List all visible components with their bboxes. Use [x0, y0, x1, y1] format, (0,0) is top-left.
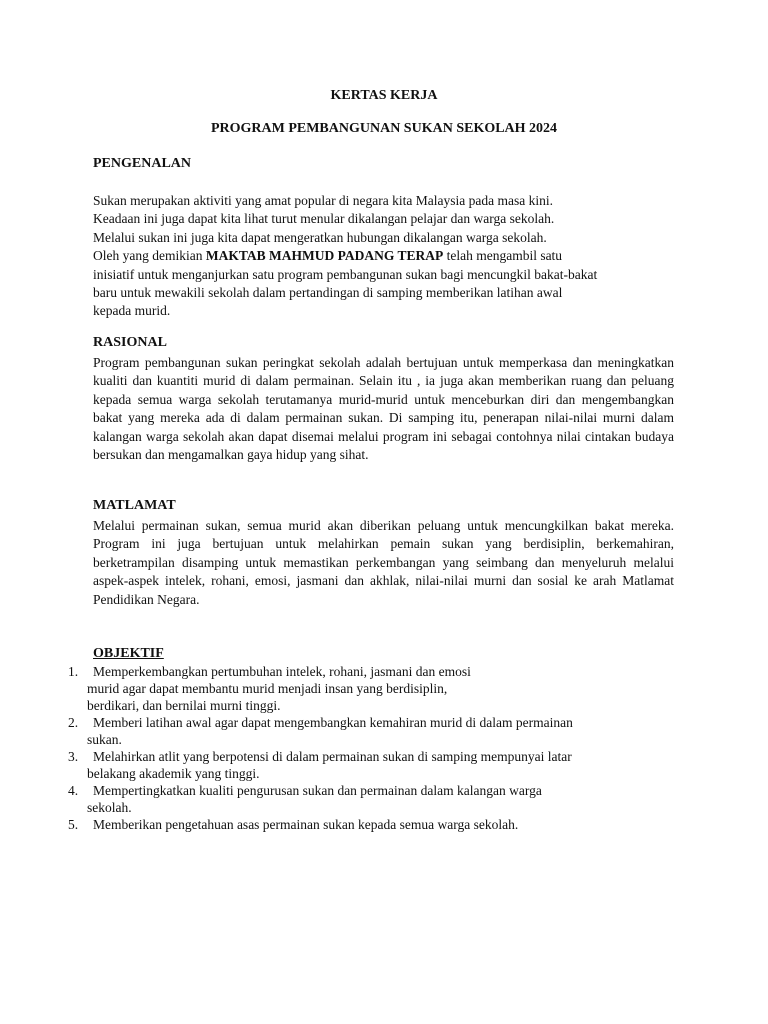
paragraph-line: baru untuk mewakili sekolah dalam pertandingan di samping memberikan latihan awal	[93, 285, 563, 301]
list-item	[68, 782, 678, 816]
section-heading-rasional: RASIONAL	[93, 335, 167, 350]
section-body-pengenalan	[93, 192, 674, 321]
objective-list	[68, 663, 678, 833]
list-item	[68, 663, 678, 714]
section-body-rasional: Program pembangunan sukan peringkat sekolah adalah bertujuan untuk memperkasa dan meningkatkan kualiti dan kuantiti murid di dalam permainan. Selain itu , ia juga akan memberikan ruang dan peluang kepada semua warga sekolah terutamanya murid-murid untuk menceburkan diri dan mengembangkan bakat yang mereka ada di dalam permainan sukan. Di samping itu, penerapan nilai-nilai murni dalam kalangan warga sekolah akan dapat disemai melalui program ini sebagai contohnya nilai cintakan budaya bersukan dan mengamalkan gaya hidup yang sihat.	[93, 355, 674, 463]
paragraph-text: telah mengambil satu	[443, 248, 563, 264]
list-item-text: sukan.	[87, 732, 122, 747]
list-item-text: Memberikan pengetahuan asas permainan sukan kepada semua warga sekolah.	[93, 817, 519, 832]
list-item-text: sekolah.	[87, 800, 132, 815]
document-subtitle: PROGRAM PEMBANGUNAN SUKAN SEKOLAH 2024	[210, 121, 558, 136]
list-item-text: Melahirkan atlit yang berpotensi di dalam permainan sukan di samping mempunyai latar	[93, 749, 572, 764]
list-item-number: 2.	[68, 715, 79, 730]
section-heading-pengenalan: PENGENALAN	[93, 156, 192, 171]
document-title: KERTAS KERJA	[330, 88, 438, 103]
list-item-number: 1.	[68, 664, 79, 679]
paragraph-line: inisiatif untuk menganjurkan satu program pembangunan sukan bagi mencungkil bakat-bakat	[93, 266, 598, 282]
school-name: MAKTAB MAHMUD PADANG TERAP	[205, 248, 444, 264]
paragraph-line: kepada murid.	[93, 303, 171, 319]
list-item-text: belakang akademik yang tinggi.	[87, 766, 260, 781]
paragraph-line-with-school-name	[93, 247, 674, 265]
list-item-number: 3.	[68, 749, 79, 764]
section-heading-matlamat: MATLAMAT	[93, 498, 176, 513]
list-item-text: berdikari, dan bernilai murni tinggi.	[87, 698, 281, 713]
list-item-text: murid agar dapat membantu murid menjadi insan yang berdisiplin,	[87, 681, 448, 696]
list-item	[68, 816, 678, 833]
list-item-number: 4.	[68, 783, 79, 798]
list-item	[68, 714, 678, 748]
section-heading-objektif: OBJEKTIF	[93, 646, 164, 661]
list-item-number: 5.	[68, 817, 79, 832]
paragraph-line: Sukan merupakan aktiviti yang amat popular di negara kita Malaysia pada masa kini.	[93, 193, 553, 208]
list-item-text: Memberi latihan awal agar dapat mengembangkan kemahiran murid di dalam permainan	[93, 715, 573, 730]
paragraph-line: Keadaan ini juga dapat kita lihat turut menular dikalangan pelajar dan warga sekolah.	[93, 211, 555, 227]
paragraph-line: Melalui sukan ini juga kita dapat mengeratkan hubungan dikalangan warga sekolah.	[93, 229, 547, 245]
list-item-text: Mempertingkatkan kualiti pengurusan sukan dan permainan dalam kalangan warga	[93, 783, 542, 798]
paragraph-text: Oleh yang demikian	[93, 248, 206, 264]
list-item-text: Memperkembangkan pertumbuhan intelek, rohani, jasmani dan emosi	[93, 664, 471, 679]
list-item	[68, 748, 678, 782]
section-body-matlamat: Melalui permainan sukan, semua murid akan diberikan peluang untuk mencungkilkan bakat mereka. Program ini juga bertujuan untuk melahirkan pemain sukan yang berdisiplin, berkemahiran, berketrampilan disamping untuk memastikan perkembangan yang seimbang dan menyeluruh melalui aspek-aspek intelek, rohani, emosi, jasmani dan akhlak, nilai-nilai murni dan sosial ke arah Matlamat Pendidikan Negara.	[93, 518, 674, 607]
